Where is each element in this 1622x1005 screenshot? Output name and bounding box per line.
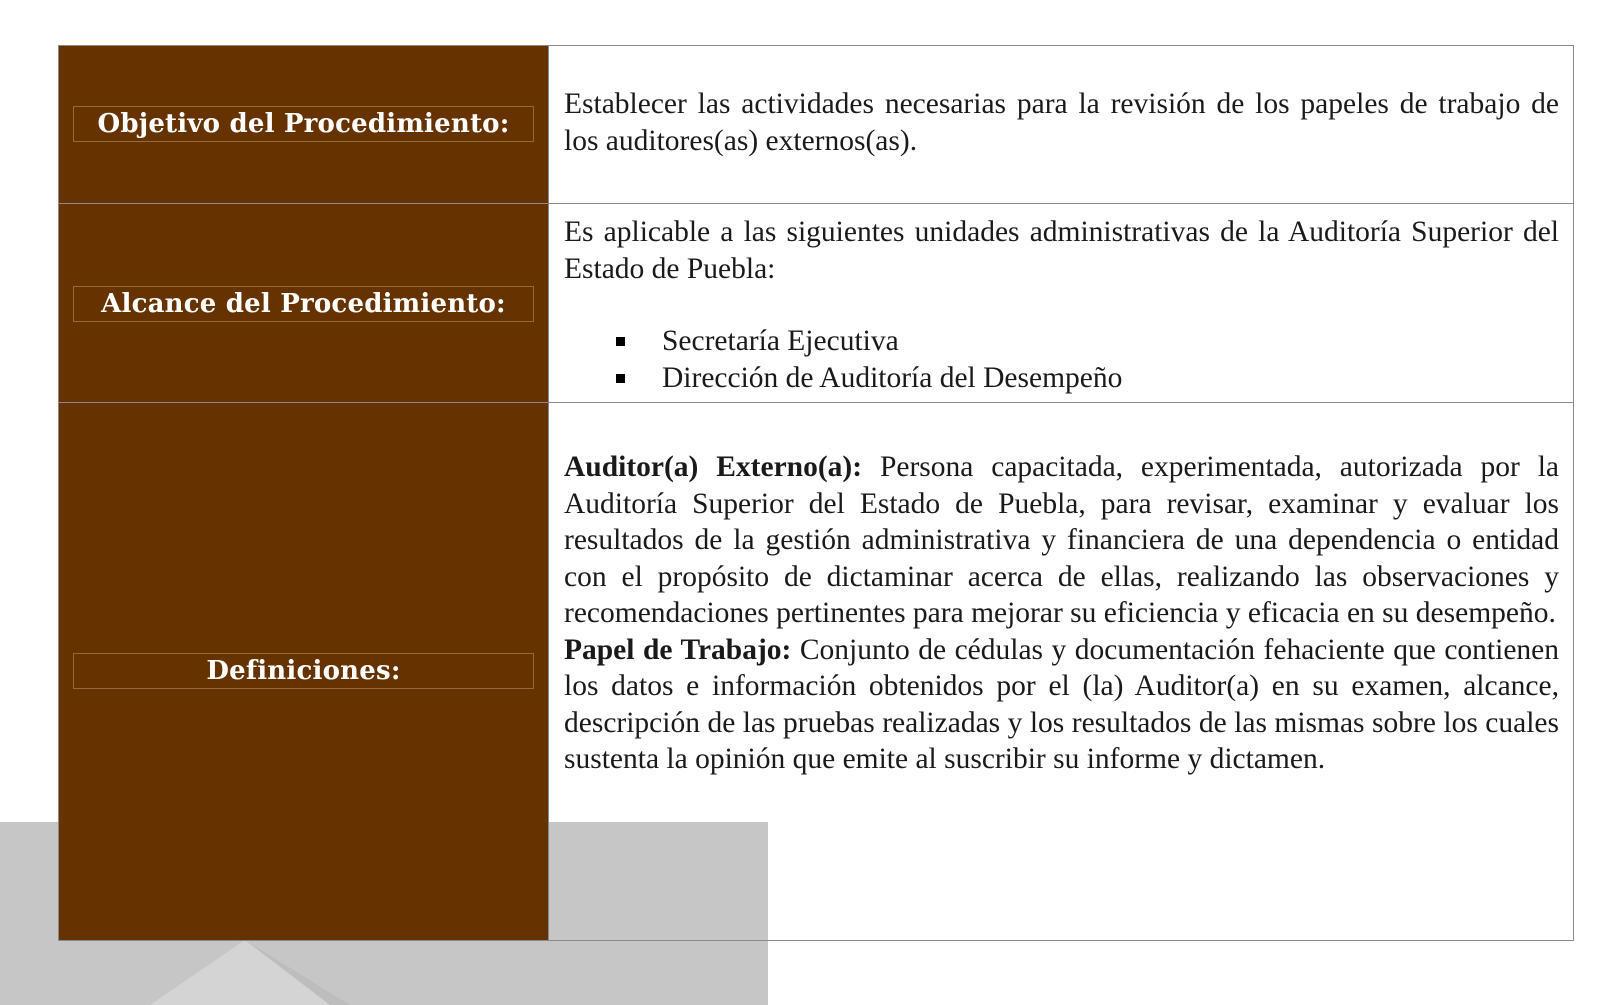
row-label-cell (59, 204, 549, 402)
row-label-band (73, 106, 534, 142)
list-item (616, 323, 1559, 360)
row-content-objetivo (549, 46, 1573, 203)
objetivo-text: Establecer las actividades necesarias para la revisión de los papeles de trabajo de los auditores(as) externos(as). (564, 88, 1559, 157)
row-label-definiciones: Definiciones: (206, 656, 401, 686)
list-item-label: Dirección de Auditoría del Desempeño (662, 361, 1123, 394)
procedure-table (58, 45, 1574, 941)
row-content-definiciones (549, 403, 1573, 940)
definition-papel-de-trabajo (564, 632, 1559, 778)
row-label-cell (59, 403, 549, 940)
list-item (616, 360, 1559, 397)
table-row-definiciones (59, 403, 1573, 940)
definition-auditor-externo (564, 449, 1559, 632)
row-label-alcance: Alcance del Procedimiento: (101, 289, 506, 319)
definition-term: Papel de Trabajo: (564, 633, 792, 666)
alcance-bullet-list (564, 323, 1559, 396)
alcance-text: Es aplicable a las siguientes unidades administrativas de la Auditoría Superior del Estado de Puebla: (564, 216, 1559, 285)
list-item-label: Secretaría Ejecutiva (662, 325, 899, 357)
definition-text: Persona capacitada, experimentada, autorizada por la Auditoría Superior del Estado de Puebla, para revisar, examinar y evaluar los resultados de la gestión administrativa y financiera de una dependencia o entidad con el propósito de dictaminar acerca de ellas, realizando las observaciones y recomendaciones pertinentes para mejorar su eficiencia y eficacia en su desempeño. (564, 451, 1559, 629)
row-label-band (73, 286, 534, 322)
row-label-band (73, 653, 534, 689)
table-row-objetivo (59, 46, 1573, 204)
table-row-alcance (59, 204, 1573, 403)
definition-text: Conjunto de cédulas y documentación fehaciente que contienen los datos e información obtenidos por el (la) Auditor(a) en su examen, alcance, descripción de las pruebas realizadas y los resultados de las mismas sobre los cuales sustenta la opinión que emite al suscribir su informe y dictamen. (564, 633, 1560, 775)
row-label-cell (59, 46, 549, 203)
row-label-objetivo: Objetivo del Procedimiento: (97, 109, 510, 139)
square-bullet-icon (616, 374, 625, 383)
square-bullet-icon (616, 337, 625, 346)
row-content-alcance (549, 204, 1573, 402)
definition-term: Auditor(a) Externo(a): (564, 451, 863, 483)
